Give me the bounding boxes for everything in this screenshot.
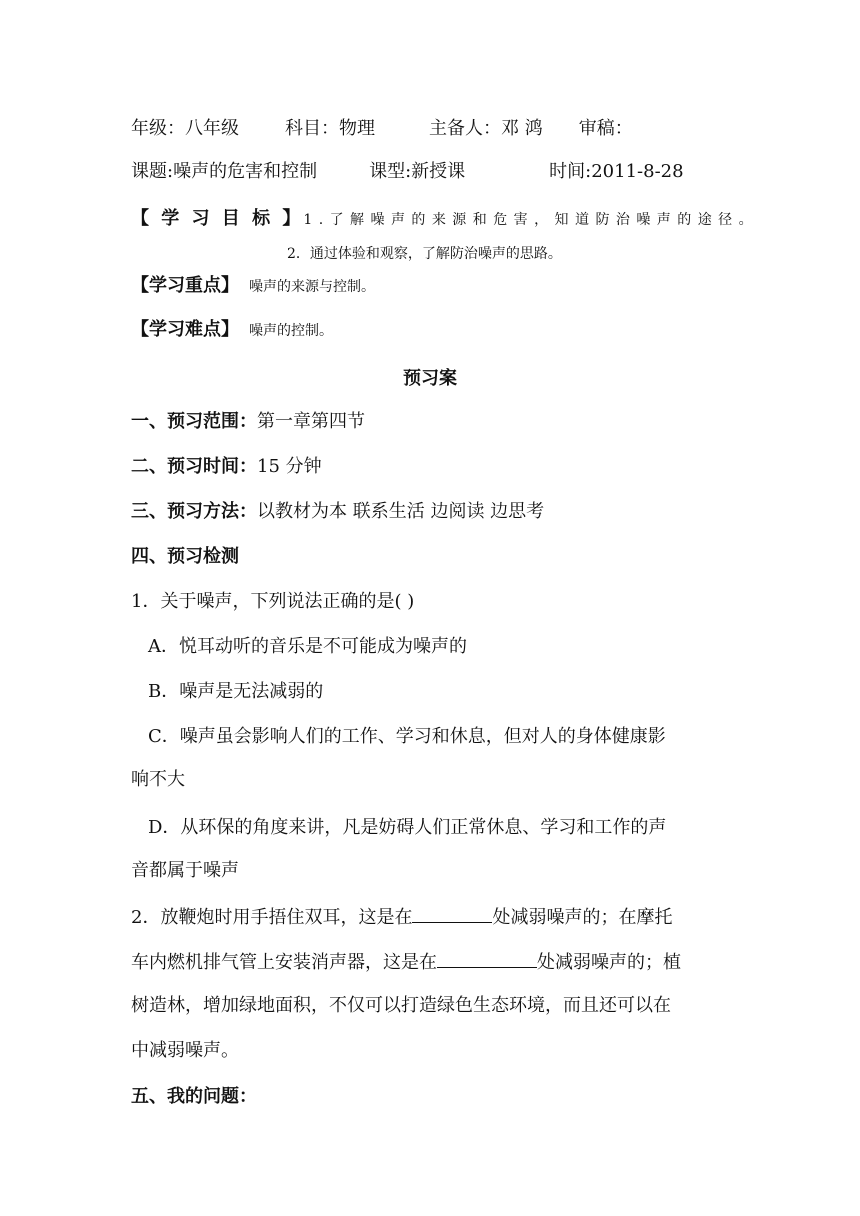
grade-text: 年级：八年级 (131, 118, 239, 139)
section-time (131, 455, 322, 479)
objective-item-2: 2．通过体验和观察，了解防治噪声的思路。 (287, 246, 562, 262)
topic-text: 课题:噪声的危害和控制 (131, 161, 318, 182)
section-questions-label: 五、我的问题： (131, 1086, 257, 1107)
difficulties-row (131, 318, 333, 343)
difficulties-text: 噪声的控制。 (249, 323, 333, 339)
header-row-2 (131, 160, 684, 184)
difficulties-label: 【学习难点】 (131, 319, 239, 340)
objectives-row (131, 207, 754, 232)
question-2-line1 (131, 904, 672, 930)
section-title: 预习案 (403, 368, 457, 389)
key-points-label: 【学习重点】 (131, 275, 239, 296)
question-1-option-d-line2: 音都属于噪声 (131, 860, 239, 881)
lesson-type-text: 课型:新授课 (369, 161, 466, 182)
question-2-text-1b: 处减弱噪声的；在摩托 (492, 907, 673, 928)
section-method-text: 以教材为本 联系生活 边阅读 边思考 (257, 501, 545, 522)
question-1-option-d-line1: D．从环保的角度来讲，凡是妨碍人们正常休息、学习和工作的声 (148, 817, 667, 838)
section-method-label: 三、预习方法： (131, 501, 257, 522)
question-1-option-c-line1: C．噪声虽会影响人们的工作、学习和休息，但对人的身体健康影 (148, 726, 666, 747)
subject-text: 科目：物理 (285, 118, 375, 139)
section-method (131, 500, 544, 524)
key-points-text: 噪声的来源与控制。 (249, 279, 375, 295)
question-2-text-2a: 车内燃机排气管上安装消声器，这是在 (131, 952, 437, 973)
section-check-label: 四、预习检测 (131, 546, 239, 567)
objectives-label: 【 学 习 目 标 】 (131, 208, 304, 229)
objective-item-1: 1 . 了 解 噪 声 的 来 源 和 危 害 ， 知 道 防 治 噪 声 的 途 径 。 (303, 212, 754, 228)
preparer-text: 主备人：邓 鸿 (429, 118, 543, 139)
section-time-label: 二、预习时间： (131, 456, 257, 477)
section-scope-text: 第一章第四节 (257, 411, 365, 432)
reviewer-text: 审稿： (578, 118, 633, 139)
question-2-line4: 中减弱噪声。 (131, 1040, 239, 1061)
question-1-option-a: A．悦耳动听的音乐是不可能成为噪声的 (148, 636, 467, 657)
question-2-line2 (131, 949, 681, 975)
section-scope-label: 一、预习范围： (131, 411, 257, 432)
answer-blank-1[interactable] (412, 904, 492, 923)
question-1: 1．关于噪声，下列说法正确的是( ) (131, 591, 415, 612)
time-text: 时间:2011-8-28 (549, 161, 684, 182)
section-scope (131, 410, 365, 434)
section-time-text: 15 分钟 (257, 456, 322, 477)
question-2-text-2b: 处减弱噪声的；植 (537, 952, 681, 973)
question-1-option-b: B．噪声是无法减弱的 (148, 681, 324, 702)
header-row-1 (131, 117, 633, 141)
question-1-option-c-line2: 响不大 (131, 769, 185, 790)
question-2-text-1a: 2．放鞭炮时用手捂住双耳，这是在 (131, 907, 413, 928)
key-points-row (131, 274, 375, 299)
answer-blank-2[interactable] (437, 949, 537, 968)
question-2-line3: 树造林，增加绿地面积，不仅可以打造绿色生态环境，而且还可以在 (131, 995, 671, 1016)
